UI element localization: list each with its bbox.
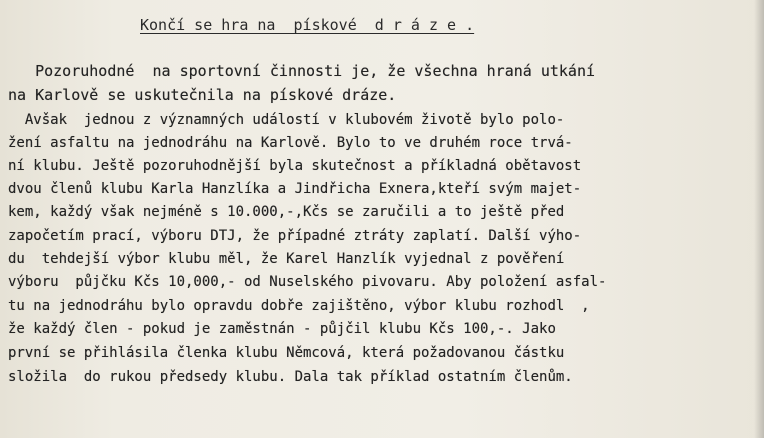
text-line: výboru půjčku Kčs 10,000,- od Nuselského pivovaru. Aby položení asfal- xyxy=(8,274,607,290)
text-line: Pozoruhodné na sportovní činnosti je, že všechna hraná utkání xyxy=(8,62,595,80)
text-line: první se přihlásila členka klubu Němcová, která požadovanou částku xyxy=(8,345,565,361)
text-line: ní klubu. Ještě pozoruhodnější byla skutečnost a příkladná obětavost xyxy=(8,158,582,174)
text-line: dvou členů klubu Karla Hanzlíka a Jindřicha Exnera,kteří svým majet- xyxy=(8,181,582,197)
text-line: započetím prací, výboru DTJ, že případné ztráty zaplatí. Další výho- xyxy=(8,228,582,244)
text-line: du tehdejší výbor klubu měl, že Karel Hanzlík vyjednal z pověření xyxy=(8,251,565,267)
text-line: složila do rukou předsedy klubu. Dala tak příklad ostatním členům. xyxy=(8,369,573,385)
document-title: Končí se hra na pískové d r á z e . xyxy=(140,16,475,34)
text-line: tu na jednodráhu bylo opravdu dobře zajištěno, výbor klubu rozhodl , xyxy=(8,298,590,314)
text-line: na Karlově se uskutečnila na pískové dráze. xyxy=(8,86,397,104)
text-line: kem, každý však nejméně s 10.000,-,Kčs se zaručili a to ještě před xyxy=(8,204,565,220)
text-line: že každý člen - pokud je zaměstnán - půjčil klubu Kčs 100,-. Jako xyxy=(8,321,556,337)
page-edge-shadow xyxy=(754,0,764,438)
text-line: žení asfaltu na jednodráhu na Karlově. Bylo to ve druhém roce trvá- xyxy=(8,135,573,151)
text-line: Avšak jednou z významných událostí v klubovém životě bylo polo- xyxy=(8,112,565,128)
